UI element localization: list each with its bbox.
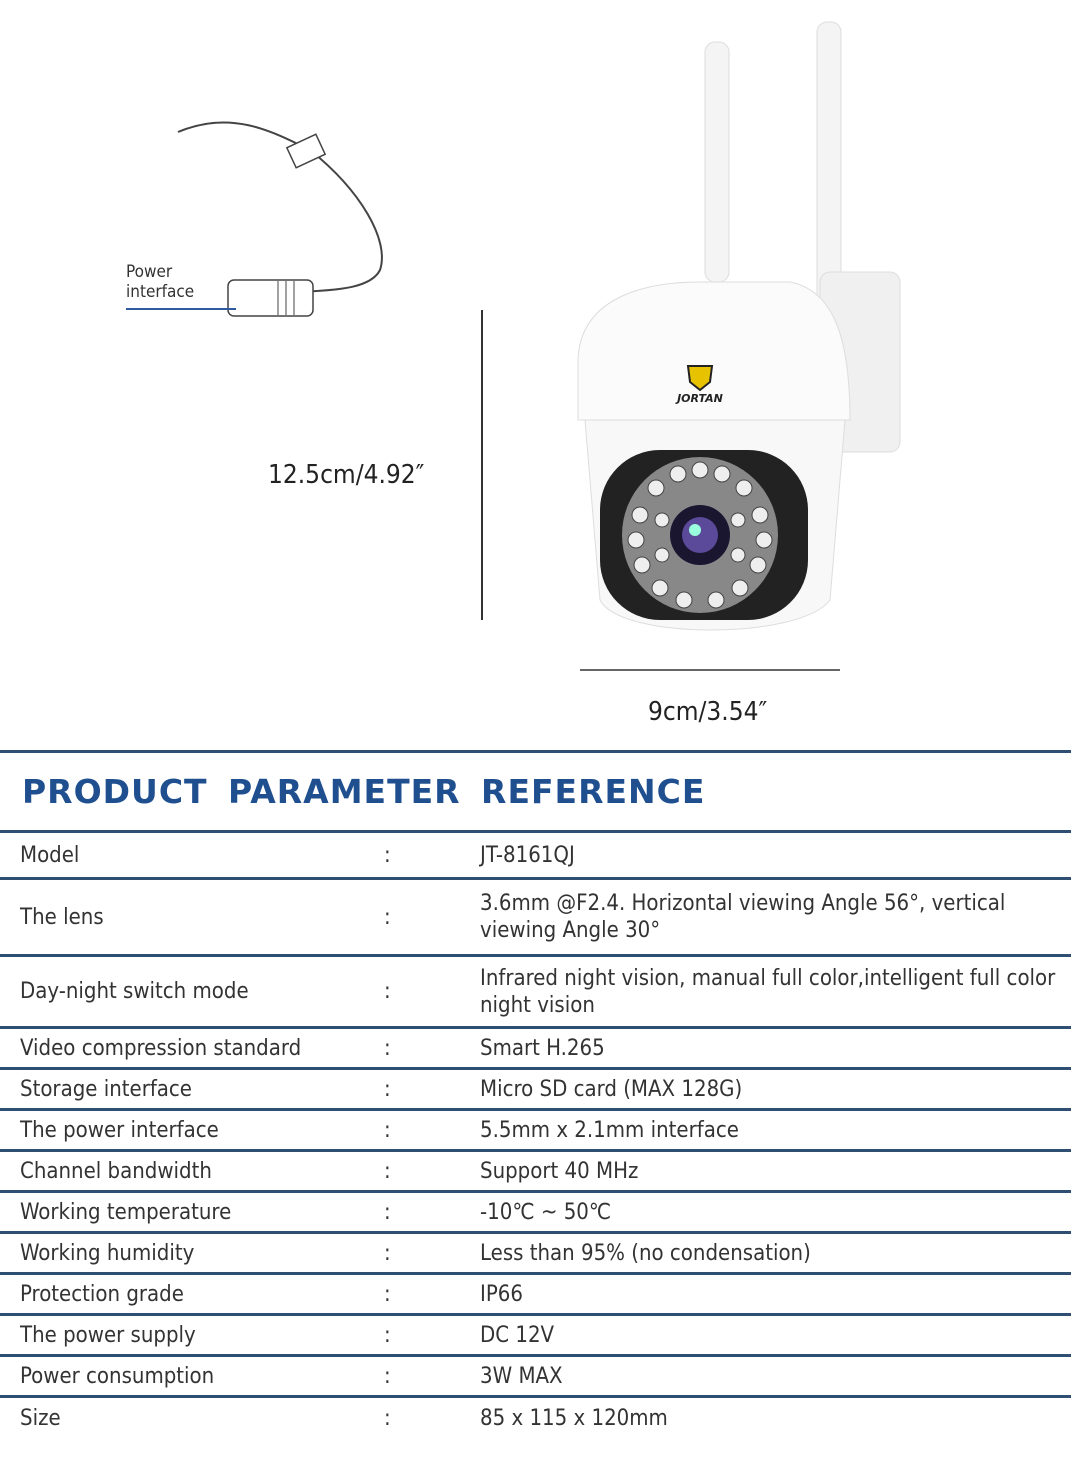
- table-title: PRODUCT PARAMETER REFERENCE: [0, 750, 1071, 830]
- param-label: Storage interface: [20, 1076, 192, 1102]
- separator: :: [384, 1199, 391, 1225]
- param-value: Less than 95% (no condensation): [480, 1240, 811, 1266]
- separator: :: [384, 979, 391, 1004]
- separator: :: [384, 1322, 391, 1348]
- param-value: Micro SD card (MAX 128G): [480, 1076, 743, 1102]
- table-row: [0, 830, 1071, 877]
- table-row: [0, 877, 1071, 954]
- width-dimension: 9cm/3.54″: [648, 697, 768, 727]
- power-interface-label: [126, 262, 194, 302]
- param-label: Channel bandwidth: [20, 1158, 212, 1184]
- param-value: 85 x 115 x 120mm: [480, 1405, 668, 1431]
- param-value: 3.6mm @F2.4. Horizontal viewing Angle 56°, vertical viewing Angle 30°: [480, 891, 1006, 943]
- separator: :: [384, 1076, 391, 1102]
- param-label: Working humidity: [20, 1240, 195, 1266]
- height-dimension: 12.5cm/4.92″: [268, 460, 425, 490]
- power-label-line2: interface: [126, 282, 195, 302]
- brand-logo: JORTAN: [677, 392, 723, 405]
- table-row: [0, 1272, 1071, 1313]
- table-row: [0, 1108, 1071, 1149]
- separator: :: [384, 1405, 391, 1431]
- table-row: [0, 1067, 1071, 1108]
- table-row: [0, 1231, 1071, 1272]
- table-row: [0, 1354, 1071, 1395]
- param-label: The power supply: [20, 1322, 196, 1348]
- param-label: Video compression standard: [20, 1035, 302, 1061]
- param-label: The lens: [20, 904, 104, 930]
- separator: :: [384, 842, 391, 868]
- param-label: Protection grade: [20, 1281, 184, 1307]
- table-row: [0, 1190, 1071, 1231]
- param-label: The power interface: [20, 1117, 219, 1143]
- param-value: Support 40 MHz: [480, 1158, 639, 1184]
- param-label: Size: [20, 1405, 61, 1431]
- separator: :: [384, 1117, 391, 1143]
- parameter-table: [0, 750, 1071, 1438]
- param-value: Smart H.265: [480, 1035, 605, 1061]
- power-label-line1: Power: [126, 262, 173, 282]
- separator: :: [384, 1281, 391, 1307]
- separator: :: [384, 904, 391, 930]
- table-row: [0, 1026, 1071, 1067]
- table-row: [0, 1313, 1071, 1354]
- param-label: Model: [20, 842, 80, 868]
- separator: :: [384, 1035, 391, 1061]
- separator: :: [384, 1363, 391, 1389]
- table-row: [0, 1149, 1071, 1190]
- separator: :: [384, 1158, 391, 1184]
- param-value: 5.5mm x 2.1mm interface: [480, 1117, 739, 1143]
- param-value: IP66: [480, 1281, 523, 1307]
- table-row: [0, 954, 1071, 1026]
- param-value: -10℃ ~ 50℃: [480, 1199, 612, 1225]
- param-value: 3W MAX: [480, 1363, 563, 1389]
- param-label: Working temperature: [20, 1199, 232, 1225]
- param-label: Day-night switch mode: [20, 979, 249, 1004]
- separator: :: [384, 1240, 391, 1266]
- param-label: Power consumption: [20, 1363, 215, 1389]
- table-row: [0, 1395, 1071, 1438]
- power-connector-icon: [228, 280, 313, 316]
- param-value: JT-8161QJ: [480, 842, 575, 868]
- param-value: Infrared night vision, manual full color,intelligent full color night vision: [480, 965, 1056, 1018]
- param-value: DC 12V: [480, 1322, 555, 1348]
